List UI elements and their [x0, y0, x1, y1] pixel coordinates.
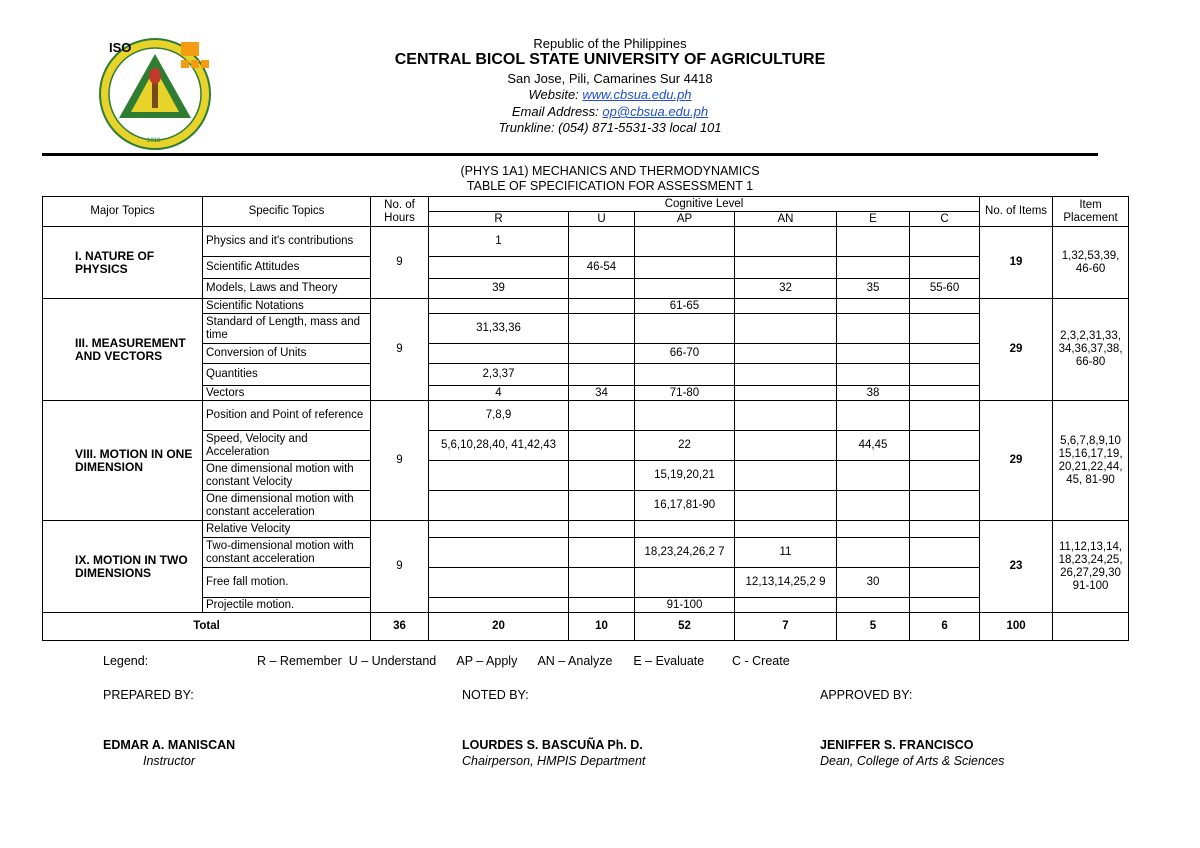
specific-topic: One dimensional motion with constant Velocity — [203, 461, 371, 491]
hours-cell: 9 — [371, 521, 429, 613]
col-placement: Item Placement — [1053, 197, 1129, 227]
table-row — [43, 227, 1129, 257]
approved-by-label: APPROVED BY: — [820, 688, 913, 702]
table-row — [43, 461, 1129, 491]
cell-u — [569, 521, 635, 538]
cell-ap: 18,23,24,26,2 7 — [635, 538, 735, 568]
table-row — [43, 386, 1129, 401]
table-row — [43, 364, 1129, 386]
cell-ap — [635, 279, 735, 299]
approved-by-name: JENIFFER S. FRANCISCO — [820, 738, 974, 752]
cell-c — [910, 521, 980, 538]
specific-topic: Speed, Velocity and Acceleration — [203, 431, 371, 461]
cell-r — [429, 461, 569, 491]
cell-r: 2,3,37 — [429, 364, 569, 386]
cell-e — [837, 299, 910, 314]
cell-c — [910, 401, 980, 431]
cell-ap — [635, 401, 735, 431]
items-cell: 19 — [980, 227, 1053, 299]
cell-u — [569, 431, 635, 461]
cell-r — [429, 491, 569, 521]
major-topic: I. NATURE OF PHYSICS — [43, 227, 203, 299]
cell-ap — [635, 568, 735, 598]
cell-ap — [635, 521, 735, 538]
col-level-r: R — [429, 212, 569, 227]
specific-topic: Conversion of Units — [203, 344, 371, 364]
cell-u — [569, 491, 635, 521]
cell-c — [910, 364, 980, 386]
table-row — [43, 279, 1129, 299]
cell-ap — [635, 257, 735, 279]
university-logo — [95, 32, 220, 152]
col-level-u: U — [569, 212, 635, 227]
trunkline: Trunkline: (054) 871-5531-33 local 101 — [498, 120, 722, 135]
cell-r: 7,8,9 — [429, 401, 569, 431]
university-name: CENTRAL BICOL STATE UNIVERSITY OF AGRICULTURE — [394, 51, 826, 68]
header-row — [43, 197, 1129, 212]
cell-u — [569, 364, 635, 386]
cell-r: 39 — [429, 279, 569, 299]
cell-an — [735, 401, 837, 431]
cell-e — [837, 598, 910, 613]
cell-r: 5,6,10,28,40, 41,42,43 — [429, 431, 569, 461]
cell-r — [429, 521, 569, 538]
total-placement — [1053, 613, 1129, 641]
cell-an — [735, 521, 837, 538]
items-cell: 23 — [980, 521, 1053, 613]
items-cell: 29 — [980, 299, 1053, 401]
specific-topic: One dimensional motion with constant acceleration — [203, 491, 371, 521]
table-row — [43, 257, 1129, 279]
cell-r — [429, 538, 569, 568]
cell-an — [735, 299, 837, 314]
cell-c — [910, 461, 980, 491]
table-row — [43, 401, 1129, 431]
header-divider — [42, 153, 1098, 156]
website-label: Website: — [528, 87, 583, 102]
hours-cell: 9 — [371, 299, 429, 401]
cell-ap: 71-80 — [635, 386, 735, 401]
cell-e: 35 — [837, 279, 910, 299]
course-title: (PHYS 1A1) MECHANICS AND THERMODYNAMICS — [460, 164, 760, 178]
table-row — [43, 521, 1129, 538]
major-topic: VIII. MOTION IN ONE DIMENSION — [43, 401, 203, 521]
hours-cell: 9 — [371, 227, 429, 299]
cell-e — [837, 401, 910, 431]
cell-c — [910, 227, 980, 257]
email-link[interactable]: op@cbsua.edu.ph — [602, 104, 709, 119]
placement-cell: 1,32,53,39, 46-60 — [1053, 227, 1129, 299]
noted-by-title: Chairperson, HMPIS Department — [462, 754, 646, 768]
placement-cell: 5,6,7,8,9,10 15,16,17,19, 20,21,22,44, 45, 81-90 — [1053, 401, 1129, 521]
total-row — [43, 613, 1129, 641]
cell-e — [837, 538, 910, 568]
hours-cell: 9 — [371, 401, 429, 521]
specific-topic: Standard of Length, mass and time — [203, 314, 371, 344]
cell-c — [910, 344, 980, 364]
cell-e — [837, 364, 910, 386]
prepared-by-title: Instructor — [143, 754, 196, 768]
table-row — [43, 431, 1129, 461]
cell-u — [569, 568, 635, 598]
table-row — [43, 491, 1129, 521]
cell-e — [837, 257, 910, 279]
specific-topic: Quantities — [203, 364, 371, 386]
major-topic: IX. MOTION IN TWO DIMENSIONS — [43, 521, 203, 613]
cell-ap — [635, 364, 735, 386]
cell-u — [569, 461, 635, 491]
col-level-e: E — [837, 212, 910, 227]
cell-r: 4 — [429, 386, 569, 401]
email-label: Email Address: — [511, 104, 603, 119]
total-an: 7 — [735, 613, 837, 641]
cell-e: 38 — [837, 386, 910, 401]
cell-c — [910, 598, 980, 613]
noted-by-name: LOURDES S. BASCUÑA Ph. D. — [462, 738, 643, 752]
items-cell: 29 — [980, 401, 1053, 521]
noted-by-label: NOTED BY: — [462, 688, 529, 702]
col-level-ap: AP — [635, 212, 735, 227]
cell-an: 12,13,14,25,2 9 — [735, 568, 837, 598]
cell-e — [837, 344, 910, 364]
republic-line: Republic of the Philippines — [533, 36, 687, 51]
website-link[interactable]: www.cbsua.edu.ph — [582, 87, 692, 102]
table-row — [43, 314, 1129, 344]
specific-topic: Vectors — [203, 386, 371, 401]
cell-ap: 15,19,20,21 — [635, 461, 735, 491]
col-level-an: AN — [735, 212, 837, 227]
table-row — [43, 598, 1129, 613]
website-line — [300, 87, 920, 102]
document-subtitle: TABLE OF SPECIFICATION FOR ASSESSMENT 1 — [466, 179, 754, 193]
cell-ap: 91-100 — [635, 598, 735, 613]
specific-topic: Relative Velocity — [203, 521, 371, 538]
col-major-topics: Major Topics — [43, 197, 203, 227]
cell-r — [429, 257, 569, 279]
specific-topic: Two-dimensional motion with constant acceleration — [203, 538, 371, 568]
col-level-c: C — [910, 212, 980, 227]
cell-u — [569, 227, 635, 257]
cell-an — [735, 461, 837, 491]
cell-r — [429, 568, 569, 598]
cell-an — [735, 227, 837, 257]
prepared-by-name: EDMAR A. MANISCAN — [103, 738, 236, 752]
svg-text:ISO: ISO — [109, 40, 132, 55]
cell-u — [569, 314, 635, 344]
cell-r — [429, 598, 569, 613]
total-u: 10 — [569, 613, 635, 641]
cell-an — [735, 257, 837, 279]
cell-e — [837, 521, 910, 538]
cell-an — [735, 386, 837, 401]
col-items: No. of Items — [980, 197, 1053, 227]
cell-an — [735, 314, 837, 344]
svg-text:1918: 1918 — [147, 138, 161, 144]
cell-u — [569, 538, 635, 568]
cell-c — [910, 431, 980, 461]
approved-by-title: Dean, College of Arts & Sciences — [820, 754, 1005, 768]
cell-c — [910, 538, 980, 568]
specific-topic: Position and Point of reference — [203, 401, 371, 431]
cell-ap: 66-70 — [635, 344, 735, 364]
cell-an — [735, 598, 837, 613]
cell-r: 31,33,36 — [429, 314, 569, 344]
specific-topic: Physics and it's contributions — [203, 227, 371, 257]
cell-an: 32 — [735, 279, 837, 299]
cell-an — [735, 431, 837, 461]
cell-an — [735, 364, 837, 386]
cell-c — [910, 299, 980, 314]
cell-u — [569, 344, 635, 364]
cell-an: 11 — [735, 538, 837, 568]
cell-e — [837, 227, 910, 257]
cell-u: 46-54 — [569, 257, 635, 279]
cell-e: 44,45 — [837, 431, 910, 461]
prepared-by-label: PREPARED BY: — [103, 688, 194, 702]
total-r: 20 — [429, 613, 569, 641]
cell-ap: 22 — [635, 431, 735, 461]
cell-e — [837, 491, 910, 521]
cell-ap: 16,17,81-90 — [635, 491, 735, 521]
table-row — [43, 568, 1129, 598]
total-e: 5 — [837, 613, 910, 641]
cell-r — [429, 299, 569, 314]
cell-ap — [635, 314, 735, 344]
table-of-specification — [42, 196, 1129, 641]
total-c: 6 — [910, 613, 980, 641]
university-address: San Jose, Pili, Camarines Sur 4418 — [507, 71, 713, 86]
col-specific-topics: Specific Topics — [203, 197, 371, 227]
total-label: Total — [43, 613, 371, 641]
cell-e — [837, 314, 910, 344]
major-topic: III. MEASUREMENT AND VECTORS — [43, 299, 203, 401]
specific-topic: Projectile motion. — [203, 598, 371, 613]
placement-cell: 2,3,2,31,33, 34,36,37,38, 66-80 — [1053, 299, 1129, 401]
cell-u — [569, 299, 635, 314]
cell-c — [910, 386, 980, 401]
col-hours: No. of Hours — [371, 197, 429, 227]
specific-topic: Scientific Attitudes — [203, 257, 371, 279]
cell-u: 34 — [569, 386, 635, 401]
logo-seal-icon — [95, 32, 220, 152]
cell-c — [910, 491, 980, 521]
cell-an — [735, 491, 837, 521]
cell-u — [569, 279, 635, 299]
cell-c — [910, 314, 980, 344]
table-row — [43, 344, 1129, 364]
col-cognitive-level: Cognitive Level — [429, 197, 980, 212]
cell-an — [735, 344, 837, 364]
total-hours: 36 — [371, 613, 429, 641]
table-row — [43, 299, 1129, 314]
specific-topic: Models, Laws and Theory — [203, 279, 371, 299]
total-ap: 52 — [635, 613, 735, 641]
cell-e — [837, 461, 910, 491]
cell-c — [910, 257, 980, 279]
cell-c — [910, 568, 980, 598]
cell-e: 30 — [837, 568, 910, 598]
total-items: 100 — [980, 613, 1053, 641]
cell-c: 55-60 — [910, 279, 980, 299]
cell-u — [569, 401, 635, 431]
legend-items: R – Remember U – Understand AP – Apply AN – Analyze E – Evaluate C - Create — [257, 654, 790, 668]
placement-cell: 11,12,13,14, 18,23,24,25, 26,27,29,30 91-100 — [1053, 521, 1129, 613]
email-line — [300, 104, 920, 119]
cell-u — [569, 598, 635, 613]
legend-label: Legend: — [103, 654, 149, 668]
cell-r — [429, 344, 569, 364]
specific-topic: Scientific Notations — [203, 299, 371, 314]
cell-r: 1 — [429, 227, 569, 257]
cell-ap: 61-65 — [635, 299, 735, 314]
cell-ap — [635, 227, 735, 257]
specific-topic: Free fall motion. — [203, 568, 371, 598]
table-row — [43, 538, 1129, 568]
